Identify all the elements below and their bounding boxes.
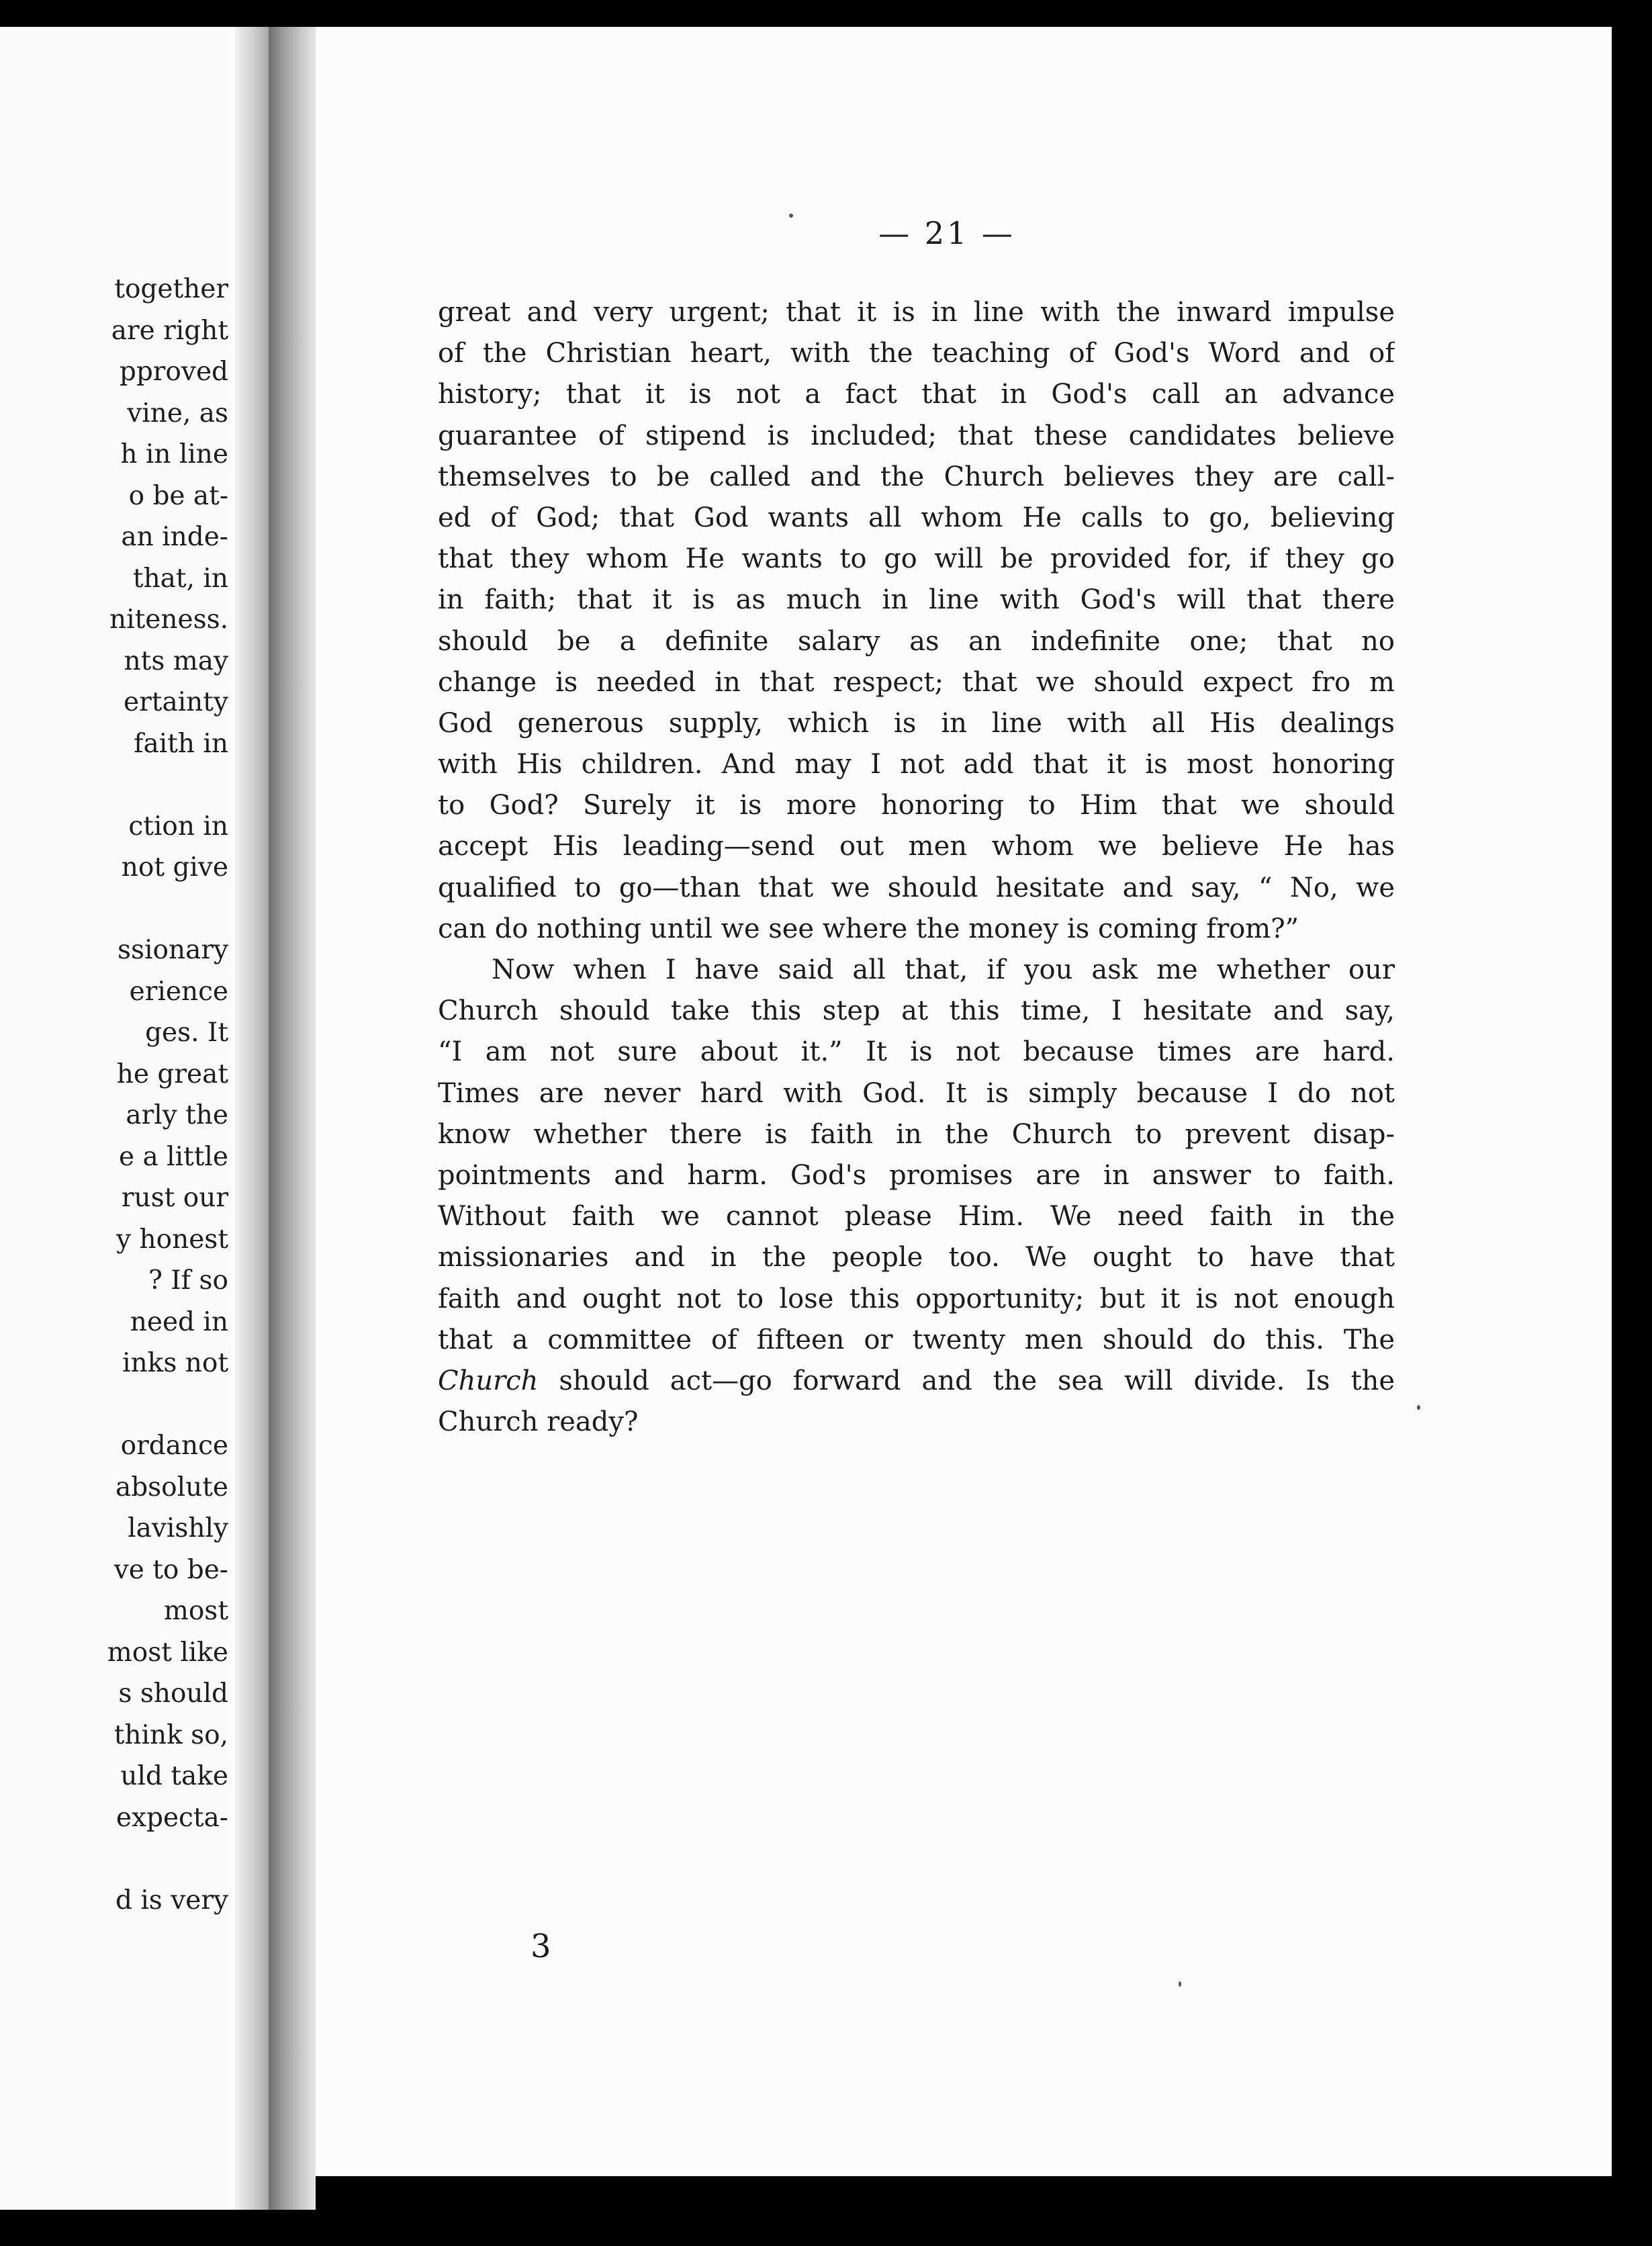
body-text-line: change is needed in that respect; that we should expect fro m — [438, 666, 1395, 698]
left-page-line: he great — [116, 1059, 228, 1089]
left-page-line: o be at- — [128, 480, 228, 511]
body-text — [438, 292, 1395, 1443]
body-text-line: Now when I have said all that, if you ask me whether our — [492, 954, 1395, 985]
left-page-line: d is very — [115, 1885, 228, 1916]
left-page-line: are right — [111, 315, 228, 346]
body-text-line: “I am not sure about it.” It is not because times are hard. — [438, 1036, 1395, 1068]
left-page-line: lavishly — [128, 1513, 228, 1543]
print-speck — [789, 214, 793, 218]
body-text-line: Times are never hard with God. It is simply because I do not — [438, 1077, 1395, 1109]
left-page-line: h in line — [120, 439, 228, 469]
left-page-line: faith in — [134, 728, 228, 759]
body-text-line: missionaries and in the people too. We ought to have that — [438, 1242, 1395, 1273]
left-page-line — [0, 1384, 228, 1426]
emphasized-word: Church — [438, 1365, 539, 1396]
left-page-line: most — [163, 1596, 228, 1626]
left-page-line: arly the — [126, 1100, 228, 1130]
left-page-line: an inde- — [121, 522, 228, 552]
body-text-line: history; that it is not a fact that in God's call an advance — [438, 379, 1395, 410]
left-page-gutter-shadow — [235, 27, 269, 2210]
left-page-line: that, in — [132, 563, 228, 594]
left-page-line: inks not — [122, 1348, 228, 1378]
right-page — [316, 27, 1612, 2176]
left-page-line — [0, 764, 228, 806]
left-page-line: ssionary — [117, 935, 228, 965]
left-facing-page — [0, 27, 269, 2210]
body-text-line: guarantee of stipend is included; that these candidates believe — [438, 420, 1395, 451]
body-text-line: Church should take this step at this time, I hesitate and say, — [438, 995, 1395, 1027]
left-page-line: ve to be- — [113, 1554, 228, 1585]
print-speck — [1179, 1981, 1181, 1987]
left-page-text — [0, 269, 228, 1921]
body-text-line: faith and ought not to lose this opportunity; but it is not enough — [438, 1283, 1395, 1314]
left-page-line: ? If so — [148, 1265, 228, 1296]
body-text-line: Church should act—go forward and the sea will divide. Is the — [438, 1365, 1395, 1396]
left-page-line: pproved — [119, 357, 228, 387]
left-page-line: think so, — [113, 1719, 228, 1750]
body-text-line: should be a definite salary as an indefinite one; that no — [438, 625, 1395, 657]
body-text-line: Church ready? — [438, 1406, 639, 1438]
body-text-line: of the Christian heart, with the teaching of God's Word and of — [438, 338, 1395, 369]
left-page-line: most like — [107, 1637, 228, 1668]
body-text-line: in faith; that it is as much in line with God's will that there — [438, 584, 1395, 616]
left-page-line: ordance — [120, 1431, 228, 1461]
body-text-line: that a committee of fifteen or twenty men should do this. The — [438, 1324, 1395, 1355]
body-text-line: to God? Surely it is more honoring to Him that we should — [438, 790, 1395, 821]
left-page-line: need in — [130, 1306, 228, 1337]
left-page-line: together — [114, 274, 228, 304]
print-speck — [1417, 1405, 1420, 1410]
left-page-line: erience — [129, 976, 228, 1007]
left-page-line: s should — [118, 1678, 228, 1709]
body-text-line: can do nothing until we see where the money is coming from?” — [438, 913, 1299, 944]
book-binding — [269, 27, 316, 2210]
left-page-line: vine, as — [127, 398, 228, 429]
left-page-line: not give — [121, 852, 228, 883]
page-number: — 21 — — [878, 215, 1015, 251]
left-page-line: absolute — [115, 1472, 228, 1502]
left-page-line: y honest — [116, 1224, 228, 1255]
body-text-line: pointments and harm. God's promises are in answer to faith. — [438, 1159, 1395, 1191]
left-page-line: uld take — [120, 1761, 228, 1791]
body-text-line: accept His leading—send out men whom we believe He has — [438, 831, 1395, 862]
left-page-line: ction in — [128, 811, 228, 842]
body-text-line: ed of God; that God wants all whom He calls to go, believing — [438, 502, 1395, 533]
body-text-line: qualified to go—than that we should hesitate and say, “ No, we — [438, 872, 1395, 903]
left-page-line: expecta- — [116, 1802, 228, 1833]
body-text-line: with His children. And may I not add that it is most honoring — [438, 749, 1395, 780]
left-page-line: rust our — [121, 1183, 228, 1213]
body-text-line: God generous supply, which is in line with all His dealings — [438, 707, 1395, 739]
signature-mark: 3 — [531, 1928, 551, 1965]
left-page-line — [0, 889, 228, 930]
body-text-line: that they whom He wants to go will be provided for, if they go — [438, 543, 1395, 575]
left-page-line: ges. It — [145, 1018, 228, 1048]
body-text-line: themselves to be called and the Church believes they are call- — [438, 461, 1395, 492]
left-page-line — [0, 1838, 228, 1880]
left-page-line: niteness. — [109, 604, 228, 635]
body-text-line: Without faith we cannot please Him. We need faith in the — [438, 1201, 1395, 1232]
left-page-line: ertainty — [124, 687, 228, 717]
body-text-line: know whether there is faith in the Church to prevent disap- — [438, 1118, 1395, 1150]
body-text-line: great and very urgent; that it is in line with the inward impulse — [438, 297, 1395, 328]
left-page-line: nts may — [124, 645, 228, 676]
left-page-line: e a little — [119, 1141, 228, 1172]
